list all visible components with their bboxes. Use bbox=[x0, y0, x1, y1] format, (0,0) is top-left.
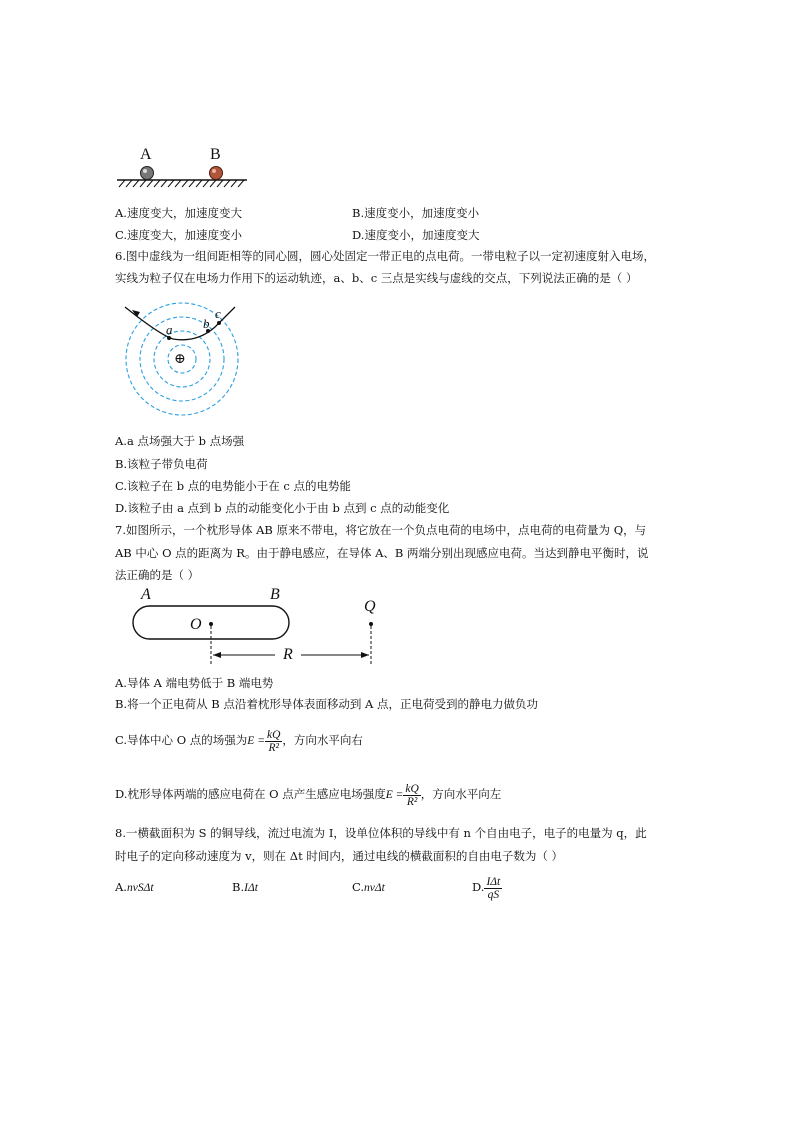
q8-option-b: B.IΔt bbox=[232, 880, 258, 894]
q8-option-d: D. $\frac{\text{IΔt}}{qS}$ bbox=[472, 875, 501, 901]
q8-option-a: A.nvSΔt bbox=[115, 880, 154, 894]
q7-stem-line-1: 7.如图所示，一个枕形导体 AB 原来不带电，将它放在一个负点电荷的电场中，点电荷的电荷量为 Q，与 bbox=[115, 523, 647, 537]
point-q bbox=[369, 622, 373, 626]
q7-option-b: B.将一个正电荷从 B 点沿着枕形导体表面移动到 A 点，正电荷受到的静电力做负功 bbox=[115, 697, 538, 711]
q6-option-a: A.a 点场强大于 b 点场强 bbox=[115, 434, 245, 448]
ball-a bbox=[141, 167, 154, 180]
end-b-label: B bbox=[270, 586, 280, 603]
positive-charge-icon: ⊕ bbox=[174, 351, 186, 367]
q8-stem-line-1: 8.一横截面积为 S 的铜导线，流过电流为 I，设单位体积的导线中有 n 个自由电子，电子的电量为 q，此 bbox=[115, 826, 647, 840]
q6-stem-line-2: 实线为粒子仅在电场力作用下的运动轨迹，a、b、c 三点是实线与虚线的交点，下列说法正确的是（ ） bbox=[115, 271, 638, 285]
q8-option-c: C.nvΔt bbox=[352, 880, 385, 894]
point-b-label: b bbox=[203, 316, 210, 331]
point-c-label: c bbox=[215, 306, 221, 321]
q7-option-c: C.导体中心 O 点的场强为E = $\frac{kQ}{\text{R²}}$ ，方向水平向右 bbox=[115, 728, 363, 754]
q7-option-d: D.枕形导体两端的感应电荷在 O 点产生感应电场强度E = $\frac{kQ}{\text{R²}}$ ，方向水平向左 bbox=[115, 782, 502, 808]
q7-stem-line-2: AB 中心 O 点的距离为 R。由于静电感应，在导体 A、B 两端分别出现感应电荷。当达到静电平衡时，说 bbox=[115, 546, 649, 560]
q6-option-c: C.该粒子在 b 点的电势能小于在 c 点的电势能 bbox=[115, 479, 351, 493]
q5-option-c: C.速度变大，加速度变小 bbox=[115, 228, 243, 242]
ball-b-label: B bbox=[210, 146, 221, 163]
ball-b bbox=[210, 167, 223, 180]
q5-option-a: A.速度变大，加速度变大 bbox=[115, 206, 242, 220]
q8-stem-line-2: 时电子的定向移动速度为 v，则在 Δt 时间内，通过电线的横截面积的自由电子数为（ ） bbox=[115, 849, 564, 863]
q7-stem-line-3: 法正确的是（ ） bbox=[115, 568, 200, 582]
q5-option-b: B.速度变小，加速度变小 bbox=[352, 206, 480, 220]
q6-option-d: D.该粒子由 a 点到 b 点的动能变化小于由 b 点到 c 点的动能变化 bbox=[115, 501, 450, 515]
point-a-label: a bbox=[166, 322, 173, 337]
ball-a-label: A bbox=[140, 146, 152, 163]
distance-r-label: R bbox=[283, 646, 293, 663]
center-o-label: O bbox=[190, 616, 202, 633]
charge-q-label: Q bbox=[364, 598, 376, 615]
end-a-label: A bbox=[141, 586, 151, 603]
q7-figure bbox=[125, 585, 395, 670]
point-o bbox=[209, 622, 213, 626]
q6-option-b: B.该粒子带负电荷 bbox=[115, 457, 208, 471]
q5-figure bbox=[115, 145, 255, 190]
q6-stem-line-1: 6.图中虚线为一组间距相等的同心圆，圆心处固定一带正电的点电荷。一带电粒子以一定初速度射入电场， bbox=[115, 249, 655, 263]
q5-option-d: D.速度变小，加速度变大 bbox=[352, 228, 480, 242]
q7-option-a: A.导体 A 端电势低于 B 端电势 bbox=[115, 676, 274, 690]
